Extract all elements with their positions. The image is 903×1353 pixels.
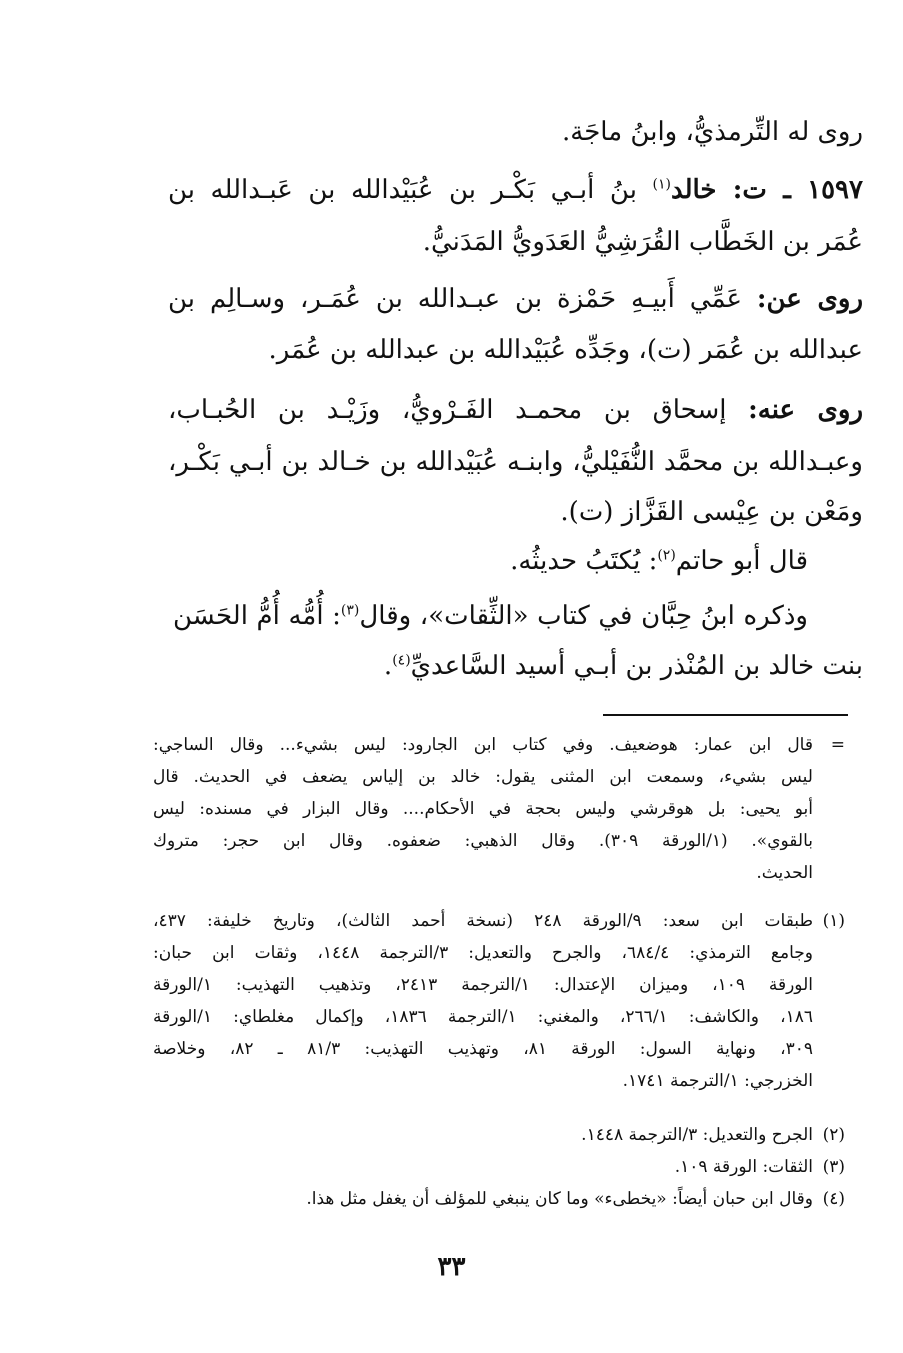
entry-name-rest: بنُ أبـي بَكْـر بن عُبَيْدالله بن عَبـدالله بن (168, 175, 653, 205)
text-line-content: ومَعْن بن عِيْسى القَزَّاز (ت). (560, 497, 863, 527)
footnote-line: قال ابن عمار: هوضعيف. وفي كتاب ابن الجارود: ليس بشيء... وقال الساجي: (153, 735, 813, 755)
footnote-line: الحديث. (756, 863, 813, 883)
text-line-content: بنت خالد بن المُنْذر بن أبـي أسيد السَّاعديِّ (410, 651, 863, 681)
footnote-ref: (٤) (392, 652, 411, 669)
footnote-3-marker: (٣) (822, 1157, 845, 1177)
footnote-ref: (١) (652, 176, 671, 193)
text-line (163, 222, 863, 262)
narrated-from-label: روى عن: (756, 284, 864, 314)
text-line-content: عبدالله بن عُمَر (ت)، وجَدِّه عُبَيْدالله بن عبدالله بن عُمَر. (268, 335, 863, 365)
text-line-content: وذكره ابنُ حِبَّان في كتاب «الثِّقات»، وقال (359, 601, 808, 631)
text-line (163, 112, 863, 152)
narrated-by-line (168, 390, 863, 430)
footnote-4-marker: (٤) (822, 1189, 845, 1209)
text-line (173, 596, 863, 636)
text-line (163, 492, 863, 532)
entry-header-line (168, 170, 863, 210)
footnote-continuation-marker: = (830, 735, 845, 755)
text-line-content: روى له التِّرمذيُّ، وابنُ ماجَة. (562, 117, 863, 147)
footnote-1-line: الورقة ١٠٩، وميزان الإعتدال: ١/الترجمة ٢٤١٣، وتذهيب التهذيب: ١/الورقة (153, 975, 813, 995)
text-line-content: قال أبو حاتم (675, 546, 808, 576)
narrated-from-line (168, 279, 863, 319)
footnote-1-line: طبقات ابن سعد: ٩/الورقة ٢٤٨ (نسخة أحمد الثالث)، وتاريخ خليفة: ٤٣٧، (153, 911, 813, 931)
text-line (168, 442, 863, 482)
text-line-content: وعبـدالله بن محمَّد النُّفَيْليُّ، وابنـه عُبَيْدالله بن خـالد بن أبـي بَكْـر، (168, 447, 863, 477)
text-line (163, 646, 863, 686)
narrated-by-label: روى عنه: (748, 395, 863, 425)
text-line-content: . (383, 651, 393, 681)
text-line-content: : يُكتَبُ حديثُه. (510, 546, 658, 576)
text-line-content: عَمِّي أَبيـهِ حَمْزة بن عبـدالله بن عُمَـر، وسـالِم بن (168, 284, 757, 314)
text-line (158, 541, 808, 581)
footnote-ref: (٢) (657, 547, 676, 564)
footnote-3-text: الثقات: الورقة ١٠٩. (674, 1157, 813, 1177)
footnote-4-text: وقال ابن حبان أيضاً: «يخطىء» وما كان ينبغي للمؤلف أن يغفل مثل هذا. (306, 1189, 813, 1209)
footnote-ref: (٣) (340, 602, 360, 619)
text-line (163, 330, 863, 370)
footnote-1-line: ١٨٦، والكاشف: ٢٦٦/١، والمغني: ١/الترجمة ١٨٣٦، وإكمال مغلطاي: ١/الورقة (153, 1007, 813, 1027)
footnote-line: ليس بشيء، وسمعت ابن المثنى يقول: خالد بن إلياس يضعف في الحديث. قال (153, 767, 813, 787)
entry-header: ١٥٩٧ ـ ت: خالد (670, 175, 863, 205)
footnote-1-line: ٣٠٩، ونهاية السول: الورقة ٨١، وتهذيب التهذيب: ٨١/٣ ـ ٨٢، وخلاصة (153, 1039, 813, 1059)
page-number: ٣٣ (437, 1252, 466, 1282)
text-line-content: عُمَر بن الخَطَّاب القُرَشِيُّ العَدَويُّ المَدَنيُّ. (422, 227, 863, 257)
footnote-1-marker: (١) (822, 911, 845, 931)
footnote-separator (603, 714, 848, 716)
text-line-content: إسحاق بن محمـد الفَـرْويُّ، وزَيْـد بن الحُبـاب، (168, 395, 749, 425)
text-line-content: : أُمُّه أُمُّ الحَسَن (173, 601, 341, 631)
footnote-2-text: الجرح والتعديل: ٣/الترجمة ١٤٤٨. (581, 1125, 813, 1145)
footnote-line: بالقوي». (١/الورقة ٣٠٩). وقال الذهبي: ضعفوه. وقال ابن حجر: متروك (153, 831, 813, 851)
footnote-2-marker: (٢) (822, 1125, 845, 1145)
footnote-line: أبو يحيى: بل هوقرشي وليس بحجة في الأحكام.... وقال البزار في مسنده: ليس (153, 799, 813, 819)
footnote-1-line: وجامع الترمذي: ٦٨٤/٤، والجرح والتعديل: ٣/الترجمة ١٤٤٨، وثقات ابن حبان: (153, 943, 813, 963)
footnote-1-line: الخزرجي: ١/الترجمة ١٧٤١. (622, 1071, 813, 1091)
